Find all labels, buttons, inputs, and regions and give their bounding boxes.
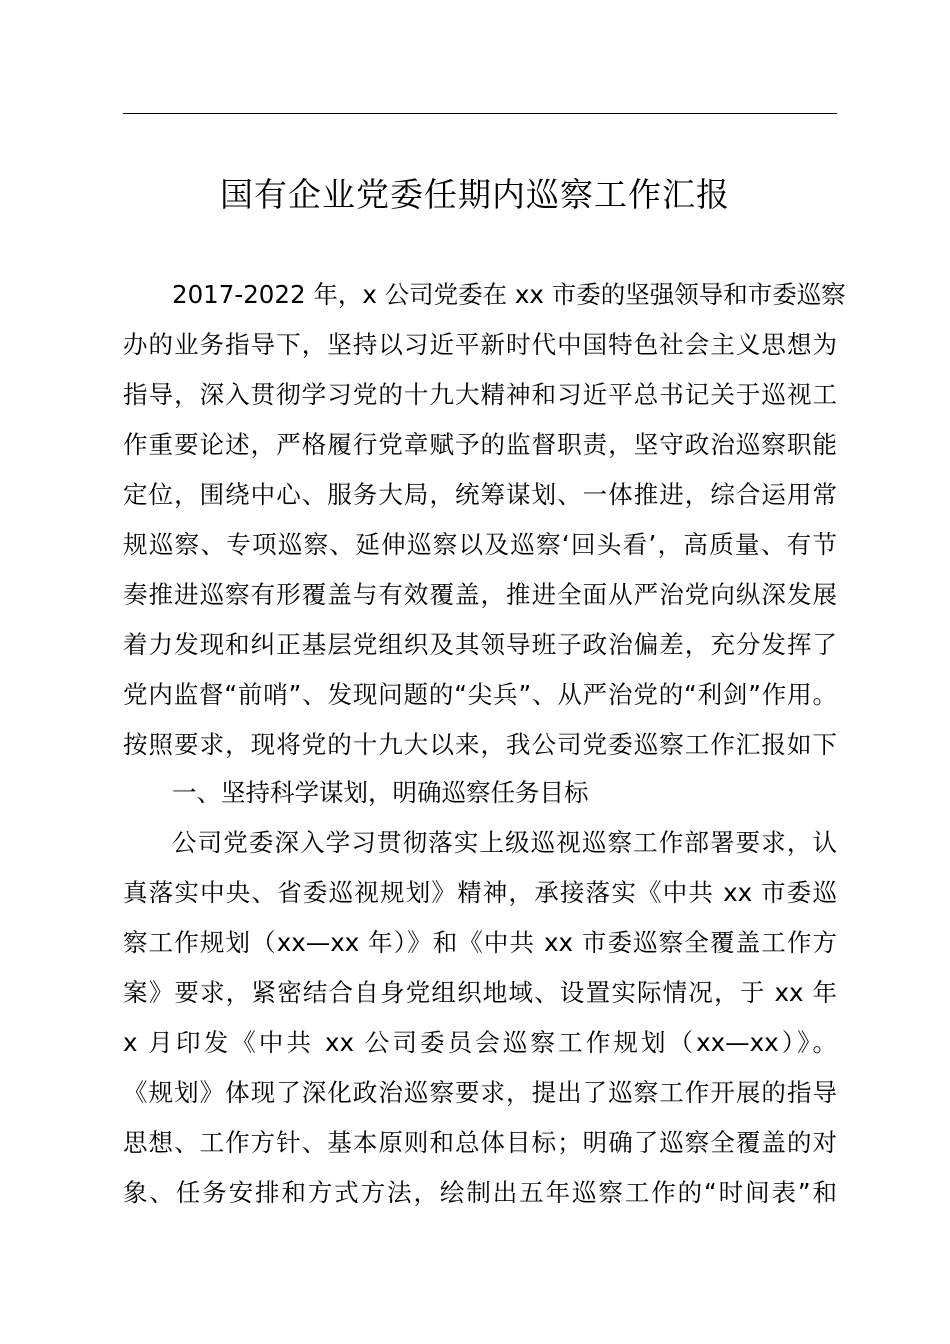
paragraph-line: 指导，深入贯彻学习党的十九大精神和习近平总书记关于巡视工 [123,380,837,409]
paragraph-line: 作重要论述，严格履行党章赋予的监督职责，坚守政治巡察职能 [123,430,837,459]
paragraph-line: 2017-2022 年，x 公司党委在 xx 市委的坚强领导和市委巡察 [172,280,846,309]
paragraph-line: 真落实中央、省委巡视规划》精神，承接落实《中共 xx 市委巡 [123,878,837,907]
paragraph-line: 《规划》体现了深化政治巡察要求，提出了巡察工作开展的指导 [123,1078,837,1107]
paragraph-line: 思想、工作方针、基本原则和总体目标；明确了巡察全覆盖的对 [123,1128,837,1157]
paragraph-line: 公司党委深入学习贯彻落实上级巡视巡察工作部署要求，认 [172,828,837,857]
paragraph-line: 案》要求，紧密结合自身党组织地域、设置实际情况，于 xx 年 [123,978,837,1007]
header-rule [123,113,837,114]
paragraph-line: 奏推进巡察有形覆盖与有效覆盖，推进全面从严治党向纵深发展 [123,580,837,609]
paragraph-line: 按照要求，现将党的十九大以来，我公司党委巡察工作汇报如下 [123,730,837,759]
paragraph-line: 规巡察、专项巡察、延伸巡察以及巡察‘回头看’，高质量、有节 [123,530,837,559]
paragraph-line: 党内监督“前哨”、发现问题的“尖兵”、从严治党的“利剑”作用。 [123,680,837,709]
document-title: 国有企业党委任期内巡察工作汇报 [220,175,730,214]
paragraph-line: x 月印发《中共 xx 公司委员会巡察工作规划（xx—xx）》。 [123,1028,837,1057]
paragraph-line: 办的业务指导下，坚持以习近平新时代中国特色社会主义思想为 [123,330,837,359]
paragraph-line: 象、任务安排和方式方法，绘制出五年巡察工作的“时间表”和 [123,1178,837,1207]
paragraph-line: 着力发现和纠正基层党组织及其领导班子政治偏差，充分发挥了 [123,630,837,659]
section-heading: 一、坚持科学谋划，明确巡察任务目标 [172,778,589,807]
paragraph-line: 察工作规划（xx—xx 年）》和《中共 xx 市委巡察全覆盖工作方 [123,928,837,957]
paragraph-line: 定位，围绕中心、服务大局，统筹谋划、一体推进，综合运用常 [123,480,837,509]
